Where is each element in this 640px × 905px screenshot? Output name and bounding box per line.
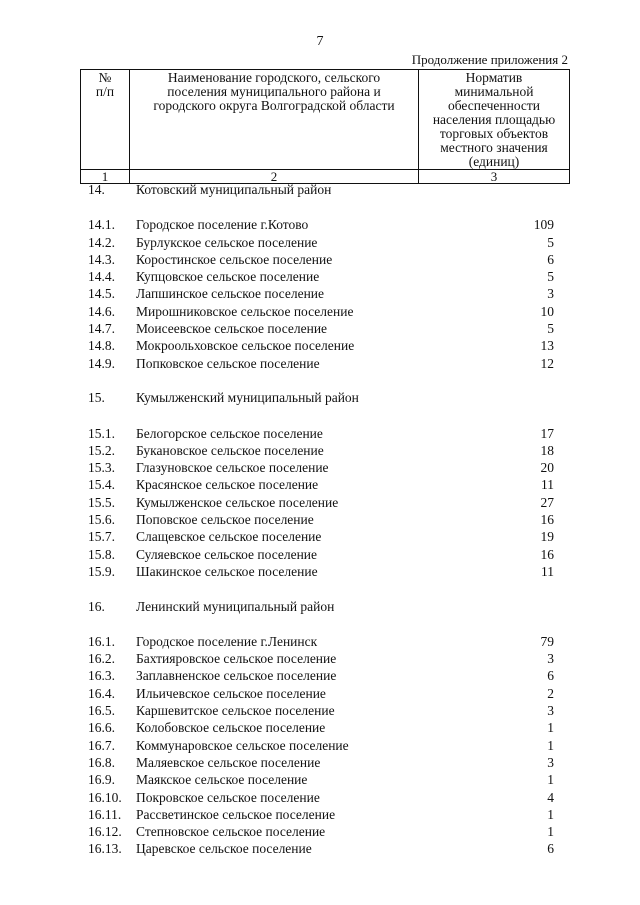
row-number: 14.2. (88, 234, 115, 250)
norm-value: 11 (541, 477, 554, 493)
table-row (0, 216, 640, 233)
settlement-name: Глазуновское сельское поселение (136, 460, 329, 476)
row-number: 15.3. (88, 460, 115, 476)
district-number: 16. (88, 598, 105, 614)
table-row (0, 754, 640, 771)
table-row (0, 737, 640, 754)
column-number-3: 3 (419, 170, 570, 184)
settlement-name: Бахтияровское сельское поселение (136, 651, 337, 667)
row-number: 14.8. (88, 338, 115, 354)
norm-value: 3 (547, 286, 554, 302)
row-number: 16.5. (88, 703, 115, 719)
row-number: 14.6. (88, 303, 115, 319)
table-row (0, 494, 640, 511)
table-row (0, 268, 640, 285)
norm-value: 3 (547, 703, 554, 719)
norm-value: 20 (540, 460, 554, 476)
table-row (0, 511, 640, 528)
table-row (0, 476, 640, 493)
row-number: 16.1. (88, 633, 115, 649)
row-number: 15.4. (88, 477, 115, 493)
district-title: Кумылженский муниципальный район (136, 390, 359, 406)
row-number: 14.9. (88, 355, 115, 371)
norm-value: 13 (540, 338, 554, 354)
table-row (0, 806, 640, 823)
settlement-name: Городское поселение г.Котово (136, 217, 309, 233)
table-row (0, 823, 640, 840)
settlement-name: Лапшинское сельское поселение (136, 286, 325, 302)
row-number: 16.7. (88, 737, 115, 753)
row-spacer (0, 199, 640, 216)
district-row (0, 389, 640, 407)
table-row (0, 702, 640, 719)
table-row (0, 563, 640, 580)
norm-value: 6 (547, 841, 554, 857)
table-body (0, 181, 640, 858)
row-number: 15.8. (88, 546, 115, 562)
settlement-name: Слащевское сельское поселение (136, 529, 322, 545)
column-number-1: 1 (81, 170, 130, 184)
header-number-label: № п/п (95, 70, 115, 99)
norm-value: 11 (541, 563, 554, 579)
settlement-name: Красянское сельское поселение (136, 477, 319, 493)
norm-value: 12 (540, 355, 554, 371)
settlement-name: Шакинское сельское поселение (136, 563, 318, 579)
norm-value: 18 (540, 442, 554, 458)
table-row (0, 355, 640, 372)
settlement-name: Попковское сельское поселение (136, 355, 320, 371)
table-row (0, 303, 640, 320)
table-row (0, 442, 640, 459)
settlement-name: Ильичевское сельское поселение (136, 685, 326, 701)
settlement-name: Белогорское сельское поселение (136, 425, 323, 441)
row-number: 15.1. (88, 425, 115, 441)
settlement-name: Коммунаровское сельское поселение (136, 737, 349, 753)
settlement-name: Городское поселение г.Ленинск (136, 633, 318, 649)
norm-value: 1 (547, 720, 554, 736)
table-row (0, 459, 640, 476)
norm-value: 1 (547, 824, 554, 840)
settlement-name: Колобовское сельское поселение (136, 720, 326, 736)
row-number: 15.9. (88, 563, 115, 579)
row-number: 14.1. (88, 217, 115, 233)
row-number: 14.7. (88, 321, 115, 337)
norm-value: 6 (547, 668, 554, 684)
row-number: 15.7. (88, 529, 115, 545)
table-row (0, 633, 640, 650)
table-row (0, 546, 640, 563)
row-number: 16.10. (88, 789, 122, 805)
header-norm-label: Норматив минимальной обеспеченности населения площадью торговых объектов местного значения (единиц) (432, 70, 556, 169)
norm-value: 1 (547, 772, 554, 788)
row-number: 14.4. (88, 269, 115, 285)
page-number: 7 (316, 34, 324, 49)
settlement-name: Маляевское сельское поселение (136, 754, 321, 770)
table-header (80, 69, 570, 184)
norm-value: 10 (540, 303, 554, 319)
header-cell-norm (419, 70, 570, 170)
district-row (0, 598, 640, 616)
district-number: 15. (88, 390, 105, 406)
settlement-name: Маякское сельское поселение (136, 772, 308, 788)
row-number: 16.4. (88, 685, 115, 701)
row-number: 16.11. (88, 806, 122, 822)
table-row (0, 650, 640, 667)
table-row (0, 840, 640, 857)
table-row (0, 667, 640, 684)
table-row (0, 719, 640, 736)
norm-value: 5 (547, 321, 554, 337)
district-title: Котовский муниципальный район (136, 182, 332, 197)
settlement-name: Коростинское сельское поселение (136, 251, 333, 267)
norm-value: 1 (547, 737, 554, 753)
settlement-name: Купцовское сельское поселение (136, 269, 320, 285)
settlement-name: Кумылженское сельское поселение (136, 494, 339, 510)
table-row (0, 337, 640, 354)
continuation-label: Продолжение приложения 2 (411, 52, 568, 67)
row-number: 14.3. (88, 251, 115, 267)
row-number: 16.9. (88, 772, 115, 788)
table-row (0, 251, 640, 268)
settlement-name: Суляевское сельское поселение (136, 546, 318, 562)
row-number: 16.2. (88, 651, 115, 667)
norm-value: 4 (547, 789, 554, 805)
norm-value: 17 (540, 425, 554, 441)
row-number: 16.12. (88, 824, 122, 840)
header-cell-number (81, 70, 130, 170)
norm-value: 6 (547, 251, 554, 267)
district-row (0, 181, 640, 199)
table-row (0, 789, 640, 806)
row-spacer (0, 407, 640, 424)
norm-value: 16 (540, 546, 554, 562)
table-row (0, 771, 640, 788)
norm-value: 1 (547, 806, 554, 822)
settlement-name: Заплавненское сельское поселение (136, 668, 337, 684)
norm-value: 16 (540, 512, 554, 528)
settlement-name: Моисеевское сельское поселение (136, 321, 328, 337)
table-row (0, 234, 640, 251)
row-spacer (0, 616, 640, 633)
row-number: 16.8. (88, 754, 115, 770)
row-spacer (0, 580, 640, 597)
row-spacer (0, 372, 640, 389)
settlement-name: Степновское сельское поселение (136, 824, 326, 840)
table-row (0, 685, 640, 702)
settlement-name: Мирошниковское сельское поселение (136, 303, 354, 319)
table-row (0, 425, 640, 442)
settlement-name: Покровское сельское поселение (136, 789, 320, 805)
settlement-name: Мокроольховское сельское поселение (136, 338, 355, 354)
norm-value: 79 (540, 633, 554, 649)
norm-value: 2 (547, 685, 554, 701)
norm-value: 5 (547, 234, 554, 250)
norm-value: 5 (547, 269, 554, 285)
row-number: 15.6. (88, 512, 115, 528)
row-number: 15.5. (88, 494, 115, 510)
row-number: 16.6. (88, 720, 115, 736)
norm-value: 3 (547, 754, 554, 770)
settlement-name: Рассветинское сельское поселение (136, 806, 336, 822)
settlement-name: Царевское сельское поселение (136, 841, 312, 857)
column-number-2: 2 (130, 170, 419, 184)
norm-value: 3 (547, 651, 554, 667)
table-row (0, 285, 640, 302)
table-row (0, 320, 640, 337)
table-row (0, 528, 640, 545)
settlement-name: Бурлукское сельское поселение (136, 234, 318, 250)
settlement-name: Каршевитское сельское поселение (136, 703, 335, 719)
header-name-label: Наименование городского, сельского поселения муниципального района и городского округа Волгоградской области (153, 70, 395, 113)
row-number: 16.3. (88, 668, 115, 684)
norm-value: 27 (540, 494, 554, 510)
norm-value: 19 (540, 529, 554, 545)
district-number: 14. (88, 182, 105, 197)
district-title: Ленинский муниципальный район (136, 598, 335, 614)
row-number: 14.5. (88, 286, 115, 302)
row-number: 15.2. (88, 442, 115, 458)
settlement-name: Поповское сельское поселение (136, 512, 314, 528)
norm-value: 109 (533, 217, 554, 233)
settlement-name: Букановское сельское поселение (136, 442, 324, 458)
header-cell-name (130, 70, 419, 170)
row-number: 16.13. (88, 841, 122, 857)
